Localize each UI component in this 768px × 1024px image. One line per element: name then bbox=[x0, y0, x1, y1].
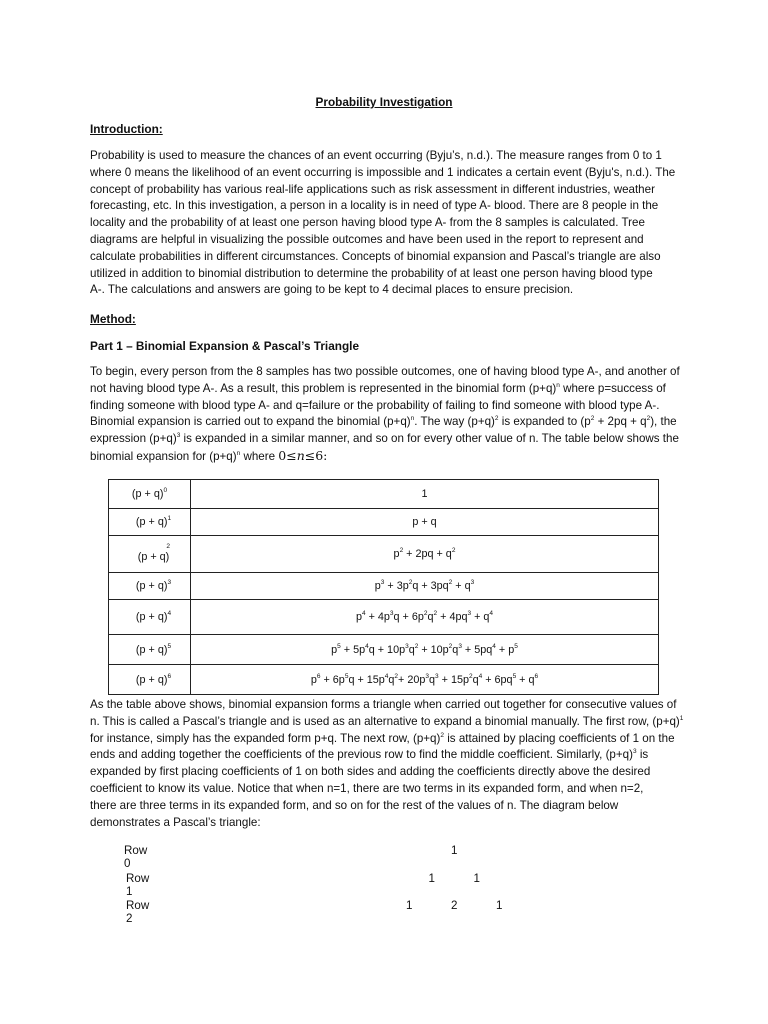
table-row bbox=[109, 665, 659, 695]
pascal-row-label: Row 2 bbox=[126, 899, 150, 925]
intro-line: diagrams are helpful in visualizing the possible outcomes and have been used in the report to represent and bbox=[90, 232, 644, 246]
method-line: demonstrates a Pascal’s triangle: bbox=[90, 815, 261, 829]
pascal-coefficient: 1 bbox=[451, 844, 458, 857]
method-line: there are three terms in its expanded form, and so on for the rest of the values of n. The diagram below bbox=[90, 798, 619, 812]
table-cell-expansion: $p^6 + 6p^5q + 15p^4q^2+ 20p^3q^3 + 15p^2q^4 + 6pq^5 + q^6$ bbox=[191, 665, 659, 695]
table-cell-binomial: $(p + q)^4$ bbox=[109, 600, 191, 635]
table-row bbox=[109, 480, 659, 509]
table-cell-binomial: $(p + q)^1$ bbox=[109, 509, 191, 536]
method-line: expanded by first placing coefficients of 1 on both sides and adding the coefficients directly above the desired bbox=[90, 765, 651, 779]
page-title: Probability Investigation bbox=[315, 95, 453, 109]
intro-line: calculate probabilities in different circumstances. Concepts of binomial expansion and Pascal’s triangle are also bbox=[90, 249, 661, 263]
table-cell-binomial: $(p + q)^6$ bbox=[109, 665, 191, 695]
table-cell-binomial: $(p + q)^5$ bbox=[109, 635, 191, 665]
method-line: ends and adding together the coefficients of the previous row to find the middle coefficient. Similarly, $(p+q)^3$ is bbox=[90, 748, 649, 762]
intro-line: concept of probability has various real-life applications such as risk assessment in different industries, weather bbox=[90, 182, 655, 196]
table-row bbox=[109, 509, 659, 536]
method-line: finding someone with blood type A- and q=failure or the probability of failing to find someone with blood type A-. bbox=[90, 398, 660, 412]
table-cell-binomial: 2 (p + q) bbox=[109, 536, 191, 573]
method-line: expression $(p+q)^3$ is expanded in a similar manner, and so on for every other value of n. The table below shows the bbox=[90, 432, 679, 446]
table-cell-binomial: $(p + q)^3$ bbox=[109, 573, 191, 600]
table-row bbox=[109, 573, 659, 600]
pascal-coefficient: 1 bbox=[496, 899, 503, 912]
introduction-paragraph bbox=[90, 148, 682, 299]
pascal-coefficient: 1 bbox=[428, 872, 435, 885]
method-line: As the table above shows, binomial expansion forms a triangle when carried out together for consecutive values of bbox=[90, 698, 677, 711]
intro-line: Probability is used to measure the chances of an event occurring (Byju’s, n.d.). The measure ranges from 0 to 1 bbox=[90, 149, 662, 162]
method-line: for instance, simply has the expanded form p+q. The next row, $(p+q)^2$ is attained by placing coefficients of 1 on the bbox=[90, 731, 675, 745]
pascal-coefficient: 2 bbox=[451, 899, 458, 912]
intro-line: forecasting, etc. In this investigation, a person in a locality is in need of type A- blood. There are 8 people in the bbox=[90, 199, 659, 213]
method-line: binomial expansion for $(p+q)^n$ where 0≤𝑛≤6: bbox=[90, 447, 328, 463]
intro-line: locality and the probability of at least one person having blood type A- from the 8 samples is calculated. Tree bbox=[90, 216, 645, 230]
table-cell-expansion: 1 bbox=[191, 480, 659, 509]
part1-heading: Part 1 – Binomial Expansion & Pascal’s Triangle bbox=[90, 339, 360, 353]
intro-line: where 0 means the likelihood of an event occurring is impossible and 1 indicates a certain event (Byju's, n.d.). The bbox=[90, 165, 676, 179]
pascal-row-label: Row 0 bbox=[124, 844, 148, 870]
table-row bbox=[109, 536, 659, 573]
method-line: n. This is called a Pascal’s triangle and is used as an alternative to expand a binomial manually. The first row, $(p+q)^1$ bbox=[90, 714, 684, 728]
method-line: not having blood type A-. As a result, this problem is represented in the binomial form $(p+q)^n$ where p=success of bbox=[90, 381, 666, 395]
method-paragraph-1 bbox=[90, 364, 682, 465]
binomial-expansion-table bbox=[108, 479, 659, 695]
method-heading: Method: bbox=[90, 312, 136, 326]
table-row bbox=[109, 635, 659, 665]
table-cell-expansion: $p^4 + 4p^3q + 6p^2q^2 + 4pq^3 + q^4$ bbox=[191, 600, 659, 635]
pascal-row-label: Row 1 bbox=[126, 872, 150, 898]
table-cell-expansion: $p^2 + 2pq + q^2$ bbox=[191, 536, 659, 573]
table-cell-binomial: $(p + q)^0$ bbox=[109, 480, 191, 509]
table-cell-expansion: $p^5 + 5p^4q + 10p^3q^2 + 10p^2q^3 + 5pq^4 + p^5$ bbox=[191, 635, 659, 665]
intro-line: utilized in addition to binomial distribution to determine the probability of at least one person having blood type bbox=[90, 266, 653, 280]
intro-line: A-. The calculations and answers are going to be kept to 4 decimal places to ensure precision. bbox=[90, 283, 574, 297]
pascal-coefficient: 1 bbox=[473, 872, 480, 885]
method-line: coefficient to know its value. Notice that when n=1, there are two terms in its expanded form, and when n=2, bbox=[90, 781, 644, 795]
table-cell-expansion: p + q bbox=[191, 509, 659, 536]
method-paragraph-2 bbox=[90, 697, 682, 831]
table-cell-expansion: $p^3 + 3p^2q + 3pq^2 + q^3$ bbox=[191, 573, 659, 600]
table-row bbox=[109, 600, 659, 635]
method-line: To begin, every person from the 8 samples has two possible outcomes, one of having blood type A-, and another of bbox=[90, 365, 680, 378]
introduction-heading: Introduction: bbox=[90, 122, 163, 136]
method-line: Binomial expansion is carried out to expand the binomial $(p+q)^n$. The way $(p+q)^2$ is expanded to $(p^2 + 2pq + q^2)$, the bbox=[90, 415, 677, 429]
pascal-coefficient: 1 bbox=[406, 899, 413, 912]
